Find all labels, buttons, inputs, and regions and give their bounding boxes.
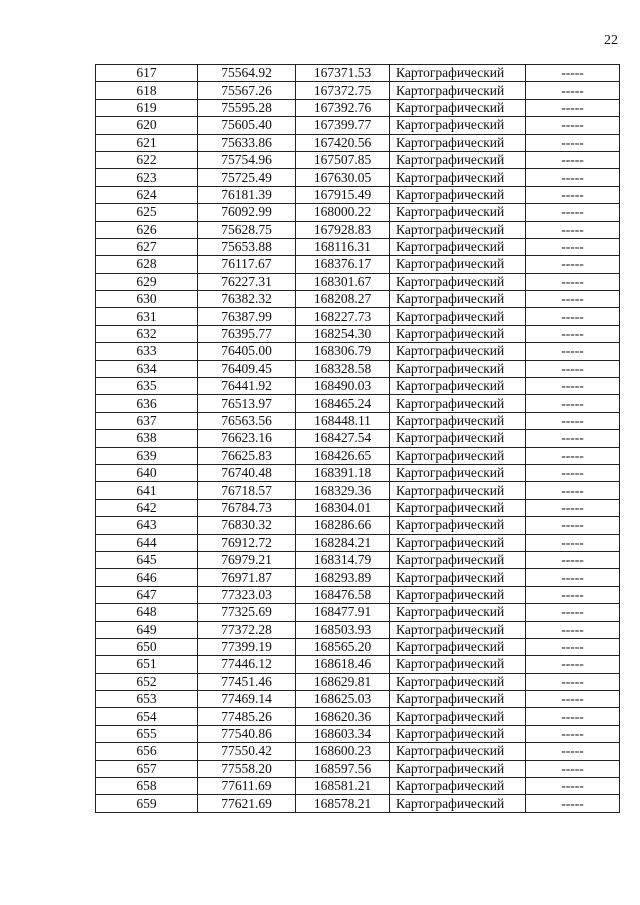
- x-coordinate-cell: 76625.83: [198, 447, 296, 464]
- table-row: [96, 551, 620, 568]
- note-cell: -----: [526, 673, 620, 690]
- y-coordinate-cell: 168603.34: [296, 725, 390, 742]
- method-cell: Картографический: [390, 238, 526, 255]
- x-coordinate-cell: 76387.99: [198, 308, 296, 325]
- method-cell: Картографический: [390, 117, 526, 134]
- method-cell: Картографический: [390, 204, 526, 221]
- x-coordinate-cell: 76740.48: [198, 464, 296, 481]
- note-cell: -----: [526, 291, 620, 308]
- point-number-cell: 635: [96, 378, 198, 395]
- method-cell: Картографический: [390, 551, 526, 568]
- x-coordinate-cell: 75653.88: [198, 238, 296, 255]
- point-number-cell: 642: [96, 499, 198, 516]
- table-row: [96, 186, 620, 203]
- y-coordinate-cell: 168391.18: [296, 464, 390, 481]
- point-number-cell: 655: [96, 725, 198, 742]
- x-coordinate-cell: 76409.45: [198, 360, 296, 377]
- y-coordinate-cell: 168227.73: [296, 308, 390, 325]
- table-row: [96, 221, 620, 238]
- point-number-cell: 630: [96, 291, 198, 308]
- note-cell: -----: [526, 273, 620, 290]
- point-number-cell: 652: [96, 673, 198, 690]
- table-row: [96, 169, 620, 186]
- note-cell: -----: [526, 708, 620, 725]
- y-coordinate-cell: 168625.03: [296, 691, 390, 708]
- point-number-cell: 625: [96, 204, 198, 221]
- method-cell: Картографический: [390, 691, 526, 708]
- method-cell: Картографический: [390, 151, 526, 168]
- method-cell: Картографический: [390, 534, 526, 551]
- x-coordinate-cell: 77540.86: [198, 725, 296, 742]
- method-cell: Картографический: [390, 412, 526, 429]
- method-cell: Картографический: [390, 378, 526, 395]
- note-cell: -----: [526, 221, 620, 238]
- table-row: [96, 395, 620, 412]
- note-cell: -----: [526, 82, 620, 99]
- y-coordinate-cell: 168304.01: [296, 499, 390, 516]
- note-cell: -----: [526, 760, 620, 777]
- x-coordinate-cell: 77469.14: [198, 691, 296, 708]
- table-row: [96, 447, 620, 464]
- table-row: [96, 134, 620, 151]
- x-coordinate-cell: 76181.39: [198, 186, 296, 203]
- point-number-cell: 617: [96, 65, 198, 82]
- x-coordinate-cell: 76405.00: [198, 343, 296, 360]
- y-coordinate-cell: 168116.31: [296, 238, 390, 255]
- x-coordinate-cell: 77323.03: [198, 586, 296, 603]
- point-number-cell: 643: [96, 517, 198, 534]
- point-number-cell: 658: [96, 778, 198, 795]
- table-row: [96, 499, 620, 516]
- method-cell: Картографический: [390, 778, 526, 795]
- y-coordinate-cell: 168578.21: [296, 795, 390, 812]
- method-cell: Картографический: [390, 621, 526, 638]
- x-coordinate-cell: 76971.87: [198, 569, 296, 586]
- table-row: [96, 325, 620, 342]
- note-cell: -----: [526, 638, 620, 655]
- table-row: [96, 117, 620, 134]
- point-number-cell: 647: [96, 586, 198, 603]
- x-coordinate-cell: 75628.75: [198, 221, 296, 238]
- note-cell: -----: [526, 325, 620, 342]
- method-cell: Картографический: [390, 760, 526, 777]
- method-cell: Картографический: [390, 638, 526, 655]
- note-cell: -----: [526, 308, 620, 325]
- table-row: [96, 795, 620, 812]
- x-coordinate-cell: 76718.57: [198, 482, 296, 499]
- table-row: [96, 291, 620, 308]
- note-cell: -----: [526, 534, 620, 551]
- x-coordinate-cell: 76395.77: [198, 325, 296, 342]
- note-cell: -----: [526, 65, 620, 82]
- y-coordinate-cell: 168597.56: [296, 760, 390, 777]
- table-row: [96, 308, 620, 325]
- note-cell: -----: [526, 256, 620, 273]
- point-number-cell: 638: [96, 430, 198, 447]
- point-number-cell: 651: [96, 656, 198, 673]
- note-cell: -----: [526, 447, 620, 464]
- point-number-cell: 621: [96, 134, 198, 151]
- table-row: [96, 673, 620, 690]
- method-cell: Картографический: [390, 186, 526, 203]
- point-number-cell: 649: [96, 621, 198, 638]
- x-coordinate-cell: 76092.99: [198, 204, 296, 221]
- method-cell: Картографический: [390, 256, 526, 273]
- table-row: [96, 464, 620, 481]
- coordinates-table: [95, 64, 620, 813]
- point-number-cell: 623: [96, 169, 198, 186]
- y-coordinate-cell: 168284.21: [296, 534, 390, 551]
- point-number-cell: 632: [96, 325, 198, 342]
- note-cell: -----: [526, 586, 620, 603]
- point-number-cell: 659: [96, 795, 198, 812]
- note-cell: -----: [526, 117, 620, 134]
- method-cell: Картографический: [390, 569, 526, 586]
- method-cell: Картографический: [390, 291, 526, 308]
- method-cell: Картографический: [390, 360, 526, 377]
- note-cell: -----: [526, 517, 620, 534]
- y-coordinate-cell: 168329.36: [296, 482, 390, 499]
- x-coordinate-cell: 75564.92: [198, 65, 296, 82]
- note-cell: -----: [526, 134, 620, 151]
- point-number-cell: 626: [96, 221, 198, 238]
- x-coordinate-cell: 77325.69: [198, 604, 296, 621]
- y-coordinate-cell: 168208.27: [296, 291, 390, 308]
- method-cell: Картографический: [390, 343, 526, 360]
- method-cell: Картографический: [390, 308, 526, 325]
- note-cell: -----: [526, 604, 620, 621]
- y-coordinate-cell: 168328.58: [296, 360, 390, 377]
- point-number-cell: 633: [96, 343, 198, 360]
- y-coordinate-cell: 167420.56: [296, 134, 390, 151]
- table-row: [96, 691, 620, 708]
- x-coordinate-cell: 76912.72: [198, 534, 296, 551]
- table-row: [96, 534, 620, 551]
- table-row: [96, 256, 620, 273]
- y-coordinate-cell: 168490.03: [296, 378, 390, 395]
- note-cell: -----: [526, 204, 620, 221]
- y-coordinate-cell: 167371.53: [296, 65, 390, 82]
- x-coordinate-cell: 77372.28: [198, 621, 296, 638]
- y-coordinate-cell: 168293.89: [296, 569, 390, 586]
- table-row: [96, 151, 620, 168]
- y-coordinate-cell: 167507.85: [296, 151, 390, 168]
- y-coordinate-cell: 168427.54: [296, 430, 390, 447]
- y-coordinate-cell: 168286.66: [296, 517, 390, 534]
- note-cell: -----: [526, 569, 620, 586]
- x-coordinate-cell: 75605.40: [198, 117, 296, 134]
- page-number: 22: [604, 33, 618, 48]
- x-coordinate-cell: 77611.69: [198, 778, 296, 795]
- y-coordinate-cell: 168376.17: [296, 256, 390, 273]
- note-cell: -----: [526, 343, 620, 360]
- y-coordinate-cell: 167928.83: [296, 221, 390, 238]
- point-number-cell: 627: [96, 238, 198, 255]
- table-row: [96, 760, 620, 777]
- x-coordinate-cell: 76979.21: [198, 551, 296, 568]
- point-number-cell: 629: [96, 273, 198, 290]
- note-cell: -----: [526, 778, 620, 795]
- method-cell: Картографический: [390, 482, 526, 499]
- y-coordinate-cell: 168254.30: [296, 325, 390, 342]
- table-row: [96, 604, 620, 621]
- table-body: [96, 65, 620, 813]
- x-coordinate-cell: 77399.19: [198, 638, 296, 655]
- point-number-cell: 648: [96, 604, 198, 621]
- table-row: [96, 482, 620, 499]
- note-cell: -----: [526, 551, 620, 568]
- method-cell: Картографический: [390, 725, 526, 742]
- y-coordinate-cell: 168314.79: [296, 551, 390, 568]
- x-coordinate-cell: 75595.28: [198, 99, 296, 116]
- table-row: [96, 725, 620, 742]
- x-coordinate-cell: 75725.49: [198, 169, 296, 186]
- method-cell: Картографический: [390, 82, 526, 99]
- table-row: [96, 204, 620, 221]
- table-row: [96, 778, 620, 795]
- table-row: [96, 430, 620, 447]
- table-row: [96, 99, 620, 116]
- x-coordinate-cell: 77621.69: [198, 795, 296, 812]
- point-number-cell: 650: [96, 638, 198, 655]
- method-cell: Картографический: [390, 134, 526, 151]
- note-cell: -----: [526, 621, 620, 638]
- x-coordinate-cell: 77550.42: [198, 743, 296, 760]
- y-coordinate-cell: 168503.93: [296, 621, 390, 638]
- y-coordinate-cell: 168565.20: [296, 638, 390, 655]
- note-cell: -----: [526, 395, 620, 412]
- point-number-cell: 653: [96, 691, 198, 708]
- table-row: [96, 586, 620, 603]
- point-number-cell: 646: [96, 569, 198, 586]
- note-cell: -----: [526, 743, 620, 760]
- note-cell: -----: [526, 412, 620, 429]
- note-cell: -----: [526, 725, 620, 742]
- method-cell: Картографический: [390, 586, 526, 603]
- note-cell: -----: [526, 238, 620, 255]
- table-row: [96, 517, 620, 534]
- note-cell: -----: [526, 186, 620, 203]
- x-coordinate-cell: 77558.20: [198, 760, 296, 777]
- x-coordinate-cell: 75567.26: [198, 82, 296, 99]
- table-row: [96, 238, 620, 255]
- y-coordinate-cell: 167399.77: [296, 117, 390, 134]
- note-cell: -----: [526, 656, 620, 673]
- point-number-cell: 622: [96, 151, 198, 168]
- table-row: [96, 656, 620, 673]
- x-coordinate-cell: 76117.67: [198, 256, 296, 273]
- method-cell: Картографический: [390, 447, 526, 464]
- point-number-cell: 636: [96, 395, 198, 412]
- method-cell: Картографический: [390, 430, 526, 447]
- point-number-cell: 644: [96, 534, 198, 551]
- method-cell: Картографический: [390, 99, 526, 116]
- y-coordinate-cell: 168477.91: [296, 604, 390, 621]
- y-coordinate-cell: 168620.36: [296, 708, 390, 725]
- point-number-cell: 619: [96, 99, 198, 116]
- point-number-cell: 657: [96, 760, 198, 777]
- point-number-cell: 624: [96, 186, 198, 203]
- point-number-cell: 640: [96, 464, 198, 481]
- method-cell: Картографический: [390, 273, 526, 290]
- method-cell: Картографический: [390, 169, 526, 186]
- y-coordinate-cell: 167392.76: [296, 99, 390, 116]
- y-coordinate-cell: 168306.79: [296, 343, 390, 360]
- table-row: [96, 569, 620, 586]
- point-number-cell: 641: [96, 482, 198, 499]
- point-number-cell: 618: [96, 82, 198, 99]
- y-coordinate-cell: 168465.24: [296, 395, 390, 412]
- method-cell: Картографический: [390, 464, 526, 481]
- note-cell: -----: [526, 99, 620, 116]
- method-cell: Картографический: [390, 517, 526, 534]
- note-cell: -----: [526, 378, 620, 395]
- y-coordinate-cell: 168301.67: [296, 273, 390, 290]
- table-row: [96, 638, 620, 655]
- point-number-cell: 639: [96, 447, 198, 464]
- table-row: [96, 82, 620, 99]
- note-cell: -----: [526, 360, 620, 377]
- y-coordinate-cell: 167630.05: [296, 169, 390, 186]
- method-cell: Картографический: [390, 221, 526, 238]
- method-cell: Картографический: [390, 708, 526, 725]
- point-number-cell: 645: [96, 551, 198, 568]
- y-coordinate-cell: 168618.46: [296, 656, 390, 673]
- table-row: [96, 273, 620, 290]
- note-cell: -----: [526, 499, 620, 516]
- method-cell: Картографический: [390, 673, 526, 690]
- y-coordinate-cell: 168600.23: [296, 743, 390, 760]
- y-coordinate-cell: 167372.75: [296, 82, 390, 99]
- x-coordinate-cell: 75633.86: [198, 134, 296, 151]
- x-coordinate-cell: 76382.32: [198, 291, 296, 308]
- point-number-cell: 634: [96, 360, 198, 377]
- x-coordinate-cell: 77446.12: [198, 656, 296, 673]
- point-number-cell: 654: [96, 708, 198, 725]
- table-row: [96, 360, 620, 377]
- method-cell: Картографический: [390, 656, 526, 673]
- y-coordinate-cell: 168448.11: [296, 412, 390, 429]
- y-coordinate-cell: 167915.49: [296, 186, 390, 203]
- x-coordinate-cell: 77451.46: [198, 673, 296, 690]
- point-number-cell: 620: [96, 117, 198, 134]
- y-coordinate-cell: 168629.81: [296, 673, 390, 690]
- note-cell: -----: [526, 482, 620, 499]
- method-cell: Картографический: [390, 795, 526, 812]
- method-cell: Картографический: [390, 743, 526, 760]
- table-row: [96, 412, 620, 429]
- x-coordinate-cell: 76513.97: [198, 395, 296, 412]
- y-coordinate-cell: 168581.21: [296, 778, 390, 795]
- note-cell: -----: [526, 169, 620, 186]
- table-row: [96, 343, 620, 360]
- x-coordinate-cell: 76563.56: [198, 412, 296, 429]
- x-coordinate-cell: 75754.96: [198, 151, 296, 168]
- table-row: [96, 65, 620, 82]
- point-number-cell: 656: [96, 743, 198, 760]
- x-coordinate-cell: 76441.92: [198, 378, 296, 395]
- note-cell: -----: [526, 464, 620, 481]
- x-coordinate-cell: 76227.31: [198, 273, 296, 290]
- method-cell: Картографический: [390, 604, 526, 621]
- method-cell: Картографический: [390, 65, 526, 82]
- x-coordinate-cell: 76623.16: [198, 430, 296, 447]
- x-coordinate-cell: 76830.32: [198, 517, 296, 534]
- y-coordinate-cell: 168476.58: [296, 586, 390, 603]
- note-cell: -----: [526, 691, 620, 708]
- y-coordinate-cell: 168000.22: [296, 204, 390, 221]
- point-number-cell: 628: [96, 256, 198, 273]
- x-coordinate-cell: 76784.73: [198, 499, 296, 516]
- method-cell: Картографический: [390, 499, 526, 516]
- point-number-cell: 637: [96, 412, 198, 429]
- note-cell: -----: [526, 151, 620, 168]
- table-row: [96, 621, 620, 638]
- table-row: [96, 378, 620, 395]
- table-row: [96, 708, 620, 725]
- note-cell: -----: [526, 430, 620, 447]
- table-row: [96, 743, 620, 760]
- note-cell: -----: [526, 795, 620, 812]
- method-cell: Картографический: [390, 395, 526, 412]
- method-cell: Картографический: [390, 325, 526, 342]
- point-number-cell: 631: [96, 308, 198, 325]
- y-coordinate-cell: 168426.65: [296, 447, 390, 464]
- x-coordinate-cell: 77485.26: [198, 708, 296, 725]
